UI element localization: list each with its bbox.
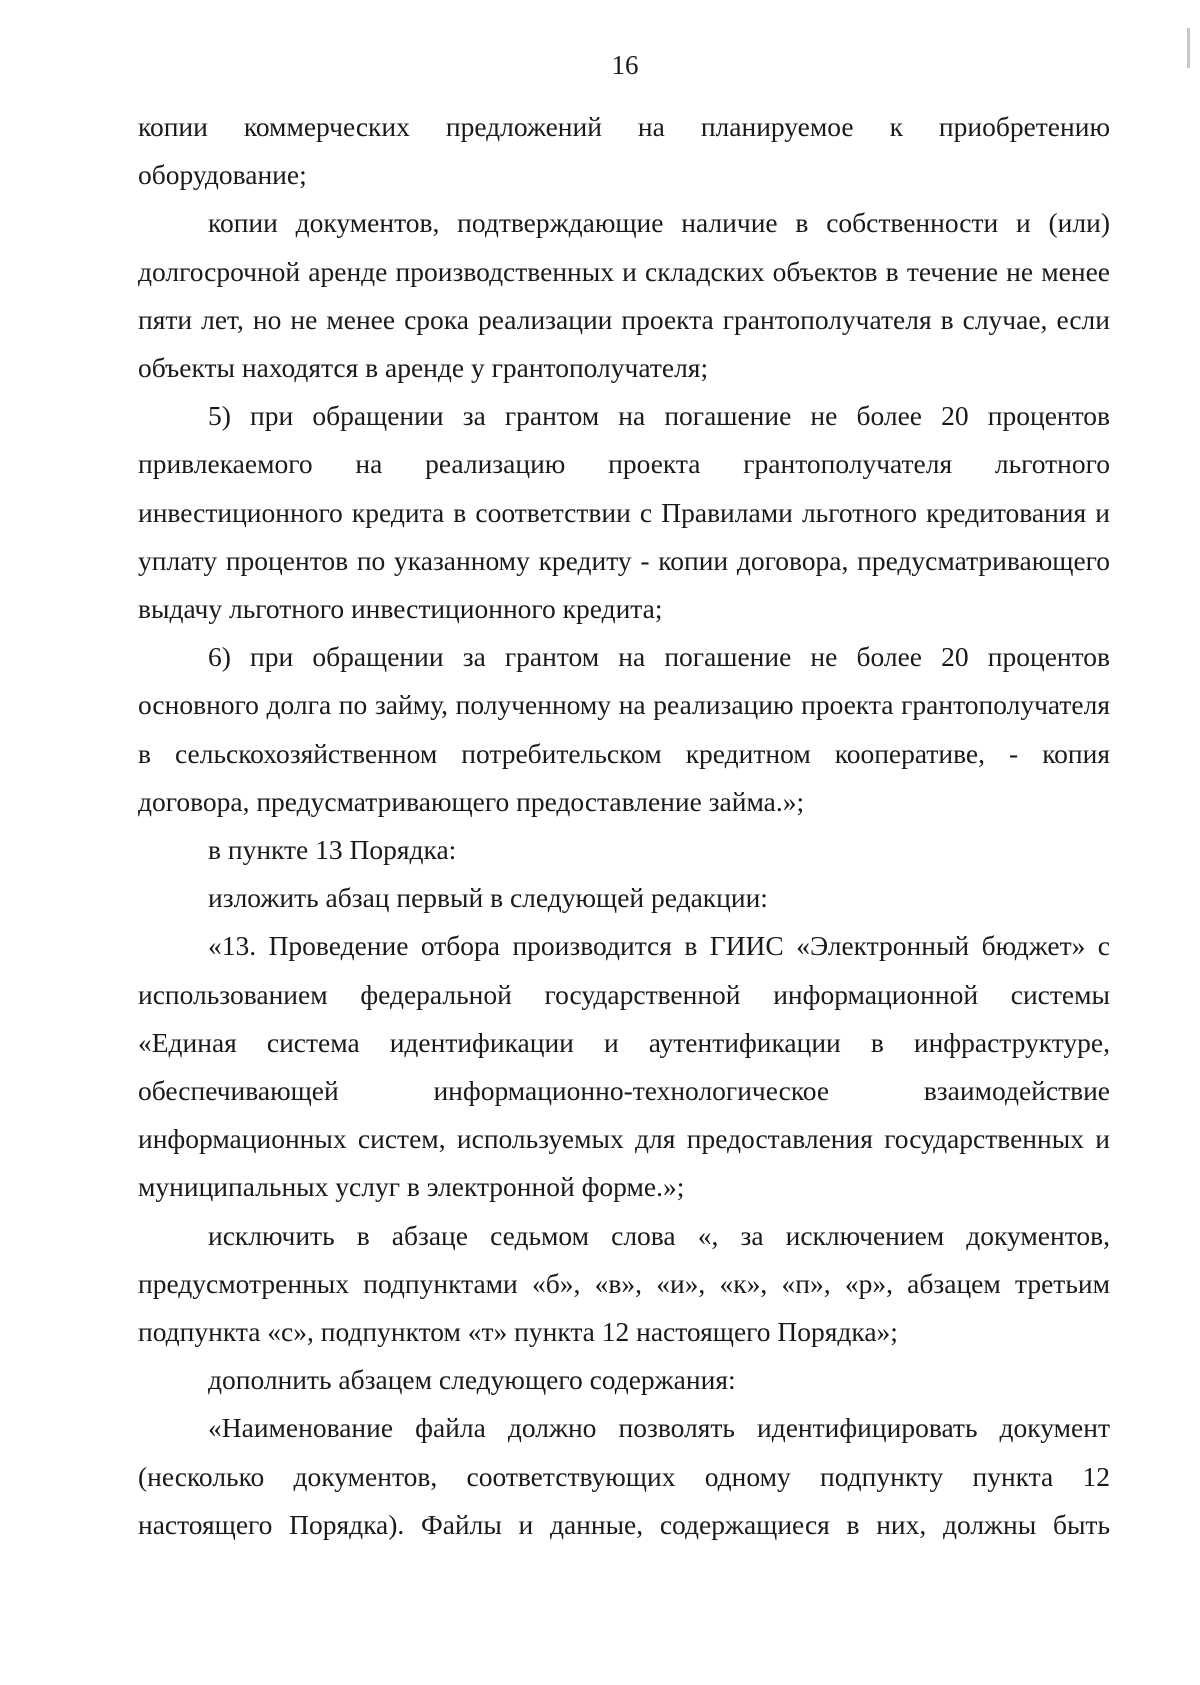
- paragraph-ownership-documents: копии документов, подтверждающие наличие в собственности и (или) долгосрочной аренде производственных и складских объектов в течение не менее пяти лет, но не менее срока реализации проекта грантополучателя в случае, если объекты находятся в аренде у грантополучателя;: [138, 207, 1110, 384]
- paragraph-clause-13-heading: в пункте 13 Порядка:: [208, 834, 457, 866]
- paragraph-seventh-abzac-exclusion: исключить в абзаце седьмом слова «, за исключением документов, предусмотренных подпунктами «б», «в», «и», «к», «п», «р», абзацем третьим подпункта «с», подпунктом «т» пункта 12 настоящего Порядка»;: [138, 1219, 1110, 1348]
- document-body: [138, 103, 1110, 1549]
- paragraph-first-abzac-instruction: изложить абзац первый в следующей редакции:: [208, 882, 768, 914]
- paragraph-clause-13-text: «13. Проведение отбора производится в ГИИС «Электронный бюджет» с использованием федеральной государственной информационной системы «Единая система идентификации и аутентификации в инфраструктуре, обеспечивающей информационно-технологическое взаимодействие информационных систем, используемых для предоставления государственных и муниципальных услуг в электронной форме.»;: [138, 930, 1110, 1203]
- paragraph-item-5-credit: 5) при обращении за грантом на погашение не более 20 процентов привлекаемого на реализацию проекта грантополучателя льготного инвестиционного кредита в соответствии с Правилами льготного кредитования и уплату процентов по указанному кредиту - копии договора, предусматривающего выдачу льготного инвестиционного кредита;: [138, 400, 1110, 625]
- paragraph-file-naming: «Наименование файла должно позволять идентифицировать документ (несколько документов, соответствующих одному подпункту пункта 12 настоящего Порядка). Файлы и данные, содержащиеся в них, должны быть: [138, 1412, 1110, 1540]
- paragraph-item-6-loan: 6) при обращении за грантом на погашение не более 20 процентов основного долга по займу, полученному на реализацию проекта грантополучателя в сельскохозяйственном потребительском кредитном кооперативе, - копия договора, предусматривающего предоставление займа.»;: [138, 641, 1110, 817]
- page-number: 16: [611, 50, 639, 80]
- paragraph-add-abzac-instruction: дополнить абзацем следующего содержания:: [208, 1364, 736, 1396]
- paragraph-commercial-offers: копии коммерческих предложений на планируемое к приобретению оборудование;: [138, 111, 1110, 191]
